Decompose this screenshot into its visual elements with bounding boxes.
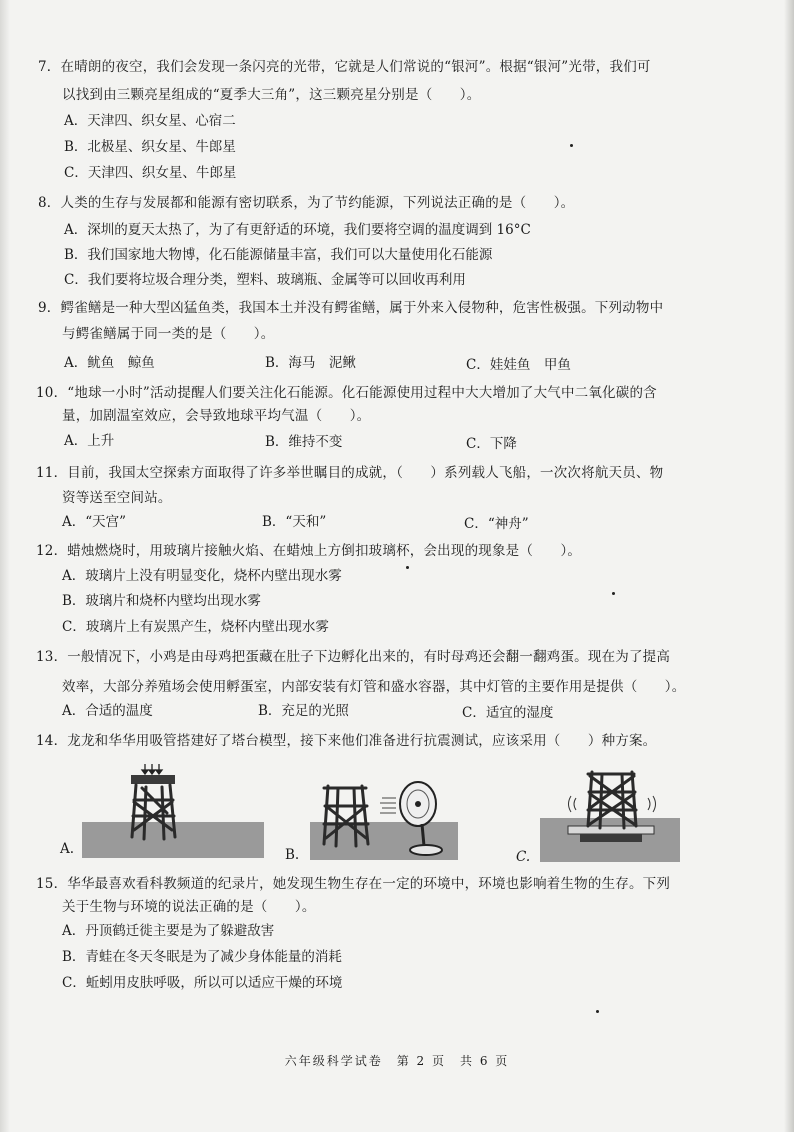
option-a: A．丹顶鹤迁徙主要是为了躲避敌害	[62, 923, 275, 939]
question-text: 以找到由三颗亮星组成的“夏季大三角”，这三颗亮星分别是（ ）。	[62, 87, 481, 103]
tower-with-weights-icon	[82, 758, 264, 858]
question-text: 效率，大部分养殖场会使用孵蛋室，内部安装有灯管和盛水容器，其中灯管的主要作用是提供（ ）。	[62, 679, 686, 695]
option-c: C．玻璃片上有炭黑产生，烧杯内壁出现水雾	[62, 619, 329, 635]
figure-b	[310, 768, 458, 860]
option-c: C．下降	[466, 436, 517, 452]
option-c: C．蚯蚓用皮肤呼吸，所以可以适应干燥的环境	[62, 975, 343, 991]
question-text: 13．一般情况下，小鸡是由母鸡把蛋藏在肚子下边孵化出来的，有时母鸡还会翻一翻鸡蛋。现在为了提高	[36, 649, 671, 665]
scan-speck	[612, 592, 615, 595]
question-text: 9．鳄雀鳝是一种大型凶猛鱼类，我国本土并没有鳄雀鳝，属于外来入侵物种，危害性极强。下列动物中	[38, 300, 664, 316]
option-a: A．深圳的夏天太热了，为了有更舒适的环境，我们要将空调的温度调到 16°C	[64, 222, 531, 238]
option-b: B．维持不变	[265, 434, 343, 450]
option-c: C．“神舟”	[464, 516, 529, 532]
option-b: B．我们国家地大物博，化石能源储量丰富，我们可以大量使用化石能源	[64, 247, 493, 263]
option-a: A．玻璃片上没有明显变化，烧杯内壁出现水雾	[62, 568, 342, 584]
tower-on-shaking-table-icon	[540, 766, 680, 862]
scan-speck	[570, 144, 573, 147]
question-text: 7．在晴朗的夜空，我们会发现一条闪亮的光带，它就是人们常说的“银河”。根据“银河”光带，我们可	[38, 59, 651, 75]
option-b: B．玻璃片和烧杯内壁均出现水雾	[62, 593, 261, 609]
question-text: 关于生物与环境的说法正确的是（ ）。	[62, 899, 316, 915]
tower-with-fan-icon	[310, 768, 458, 860]
option-b: B．北极星、织女星、牛郎星	[64, 139, 236, 155]
option-a: A．上升	[64, 433, 115, 449]
option-b: B．青蛙在冬天冬眠是为了减少身体能量的消耗	[62, 949, 342, 965]
option-b: B.	[285, 847, 300, 863]
figure-c	[540, 766, 680, 862]
option-c: C．天津四、织女星、牛郎星	[64, 165, 237, 181]
option-b: B．充足的光照	[258, 703, 349, 719]
question-text: 与鳄雀鳝属于同一类的是（ ）。	[62, 326, 275, 342]
question-text: 11．目前，我国太空探索方面取得了许多举世瞩目的成就，（ ）系列载人飞船，一次次将航天员、物	[36, 465, 664, 481]
question-text: 14．龙龙和华华用吸管搭建好了塔台模型，接下来他们准备进行抗震测试，应该采用（ ）种方案。	[36, 733, 657, 749]
question-text: 量，加剧温室效应，会导致地球平均气温（ ）。	[62, 408, 371, 424]
option-a: A.	[60, 841, 75, 857]
question-text: 资等送至空间站。	[62, 490, 172, 506]
option-c: C．娃娃鱼 甲鱼	[466, 357, 571, 373]
option-c: C．我们要将垃圾合理分类，塑料、玻璃瓶、金属等可以回收再利用	[64, 272, 466, 288]
page-footer: 六年级科学试卷 第 2 页 共 6 页	[284, 1054, 510, 1068]
scan-speck	[406, 566, 409, 569]
question-text: 10．“地球一小时”活动提醒人们要关注化石能源。化石能源使用过程中大大增加了大气中二氧化碳的含	[36, 385, 657, 401]
option-a: A．鱿鱼 鲸鱼	[64, 355, 155, 371]
scan-speck	[596, 1010, 599, 1013]
option-a: A．天津四、织女星、心宿二	[64, 113, 236, 129]
question-text: 8．人类的生存与发展都和能源有密切联系，为了节约能源，下列说法正确的是（ ）。	[38, 195, 575, 211]
question-text: 12．蜡烛燃烧时，用玻璃片接触火焰、在蜡烛上方倒扣玻璃杯，会出现的现象是（ ）。	[36, 543, 582, 559]
option-c: C．适宜的湿度	[462, 705, 554, 721]
scan-shadow-right	[784, 0, 794, 1132]
option-a: A．“天宫”	[62, 514, 127, 530]
scan-shadow-left	[0, 0, 10, 1132]
option-c: C.	[516, 849, 531, 865]
option-b: B．“天和”	[262, 514, 327, 530]
option-b: B．海马 泥鳅	[265, 355, 356, 371]
figure-a	[82, 758, 264, 858]
option-a: A．合适的温度	[62, 703, 153, 719]
question-text: 15．华华最喜欢看科教频道的纪录片，她发现生物生存在一定的环境中，环境也影响着生物的生存。下列	[36, 876, 671, 892]
